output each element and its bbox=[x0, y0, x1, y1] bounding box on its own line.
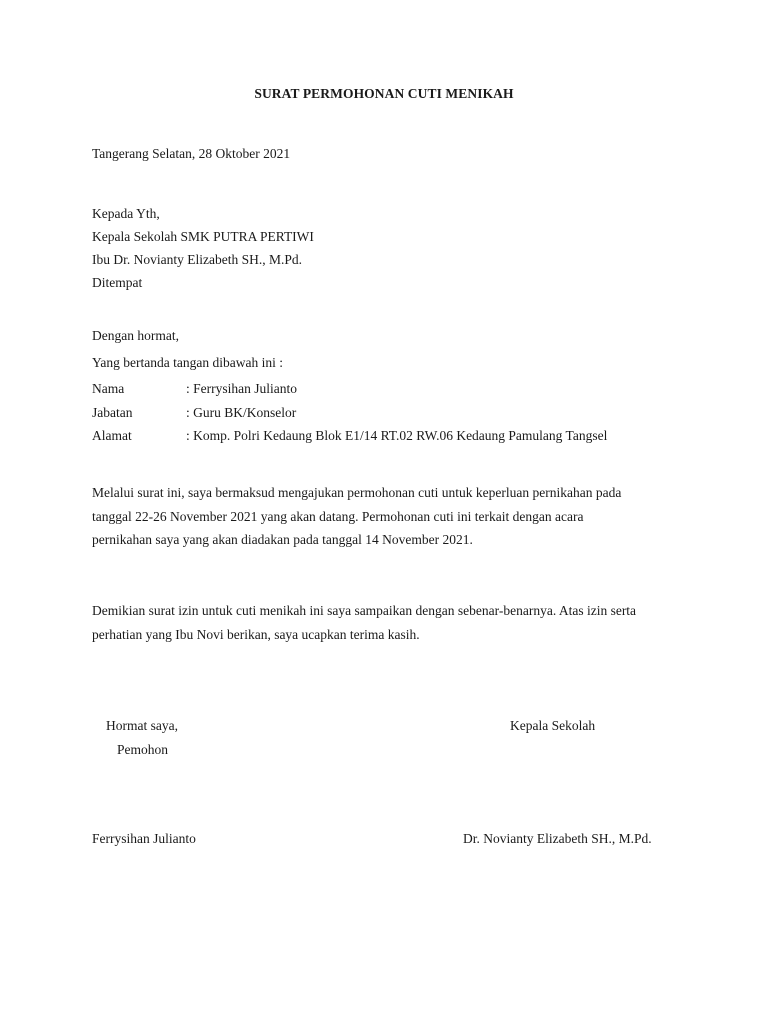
identity-label: Alamat bbox=[92, 428, 132, 443]
place-date: Tangerang Selatan, 28 Oktober 2021 bbox=[92, 146, 291, 161]
intro-line: Yang bertanda tangan dibawah ini : bbox=[92, 355, 283, 370]
identity-row-address bbox=[92, 424, 607, 448]
closing-line: perhatian yang Ibu Novi berikan, saya ucapkan terima kasih. bbox=[92, 626, 420, 642]
right-signatory-name: Dr. Novianty Elizabeth SH., M.Pd. bbox=[463, 831, 652, 846]
recipient-line: Ditempat bbox=[92, 275, 143, 290]
body-line: Melalui surat ini, saya bermaksud mengajukan permohonan cuti untuk keperluan pernikahan pada bbox=[92, 485, 622, 500]
identity-row-name bbox=[92, 377, 607, 401]
right-role: Kepala Sekolah bbox=[510, 718, 596, 733]
identity-value: : Guru BK/Konselor bbox=[186, 404, 297, 420]
identity-value: : Ferrysihan Julianto bbox=[186, 381, 297, 396]
identity-table bbox=[92, 377, 607, 448]
left-role: Pemohon bbox=[117, 742, 169, 757]
body-paragraph bbox=[92, 481, 621, 552]
recipient-line: Kepala Sekolah SMK PUTRA PERTIWI bbox=[92, 229, 314, 244]
recipient-line: Ibu Dr. Novianty Elizabeth SH., M.Pd. bbox=[92, 252, 302, 267]
left-signatory-name: Ferrysihan Julianto bbox=[92, 831, 196, 846]
greeting: Dengan hormat, bbox=[92, 328, 179, 343]
letter-title: SURAT PERMOHONAN CUTI MENIKAH bbox=[254, 86, 514, 101]
body-line: tanggal 22-26 November 2021 yang akan datang. Permohonan cuti ini terkait dengan acara bbox=[92, 508, 584, 524]
recipient-line: Kepada Yth, bbox=[92, 206, 160, 221]
identity-label: Jabatan bbox=[92, 404, 133, 420]
closing-line: Demikian surat izin untuk cuti menikah ini saya sampaikan dengan sebenar-benarnya. Atas izin serta bbox=[92, 603, 637, 618]
closing-paragraph bbox=[92, 599, 636, 646]
identity-value: : Komp. Polri Kedaung Blok E1/14 RT.02 RW.06 Kedaung Pamulang Tangsel bbox=[186, 428, 608, 443]
body-line: pernikahan saya yang akan diadakan pada tanggal 14 November 2021. bbox=[92, 532, 473, 547]
recipient-block bbox=[92, 202, 314, 294]
identity-label: Nama bbox=[92, 381, 125, 396]
left-salutation: Hormat saya, bbox=[106, 718, 178, 733]
identity-row-position bbox=[92, 401, 607, 425]
